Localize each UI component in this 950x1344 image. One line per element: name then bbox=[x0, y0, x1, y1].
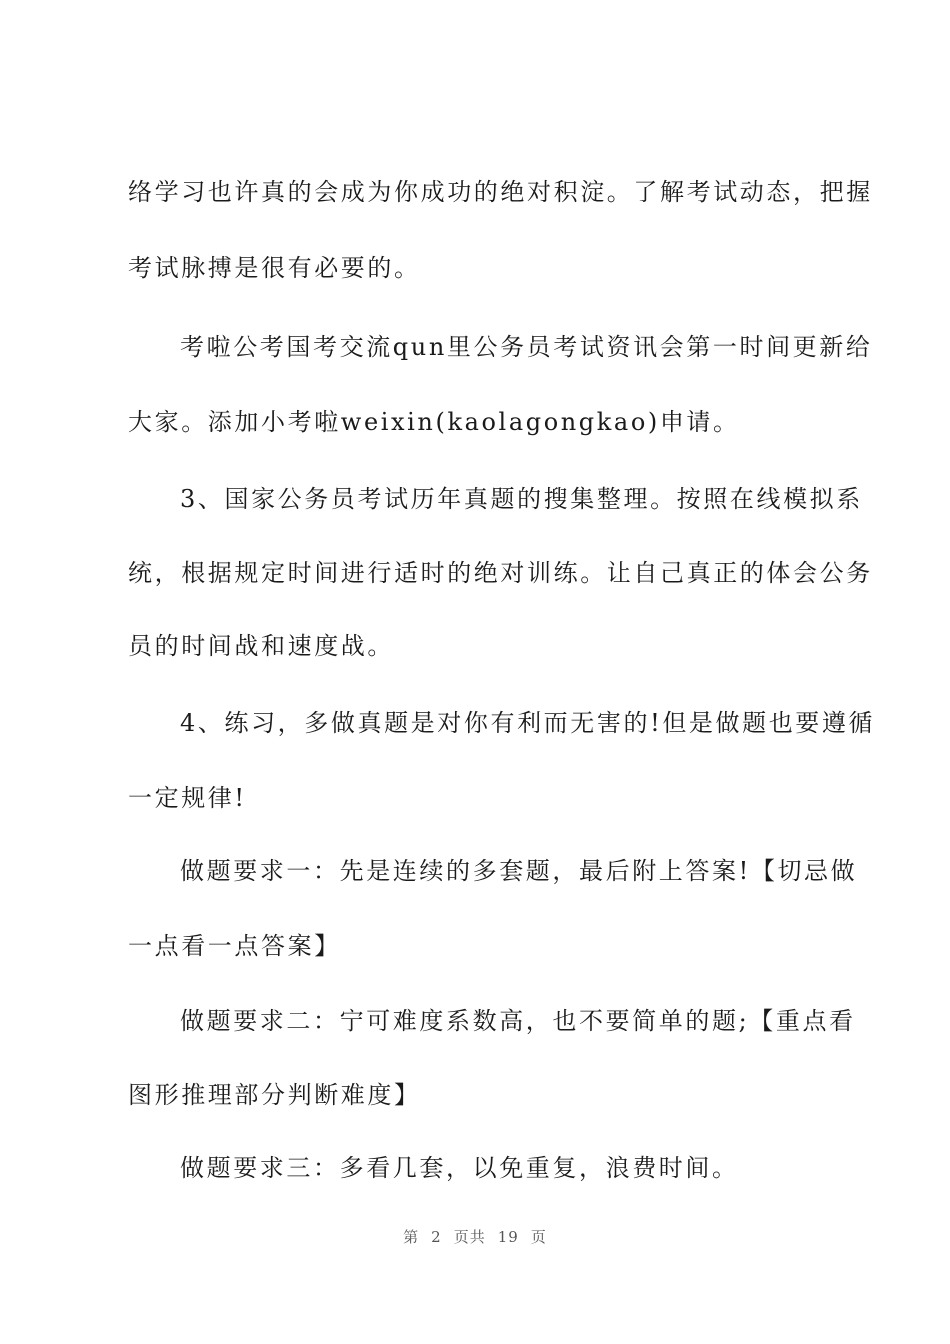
footer-total-pages: 19 bbox=[497, 1228, 519, 1246]
paragraph-line: 统，根据规定时间进行适时的绝对训练。让自己真正的体会公务 bbox=[128, 559, 873, 587]
footer-middle: 页共 bbox=[453, 1228, 486, 1246]
paragraph-line: 做题要求二：宁可难度系数高，也不要简单的题;【重点看 bbox=[180, 1007, 856, 1035]
page-footer bbox=[0, 1226, 950, 1247]
paragraph-line: 络学习也许真的会成为你成功的绝对积淀。了解考试动态，把握 bbox=[128, 178, 873, 206]
paragraph-line: 3、国家公务员考试历年真题的搜集整理。按照在线模拟系 bbox=[180, 485, 863, 513]
paragraph-line: 考啦公考国考交流qun里公务员考试资讯会第一时间更新给 bbox=[180, 333, 873, 361]
footer-page-number: 2 bbox=[431, 1228, 442, 1246]
footer-prefix: 第 bbox=[403, 1228, 420, 1246]
paragraph-line: 员的时间战和速度战。 bbox=[128, 632, 394, 660]
paragraph-line: 考试脉搏是很有必要的。 bbox=[128, 254, 421, 282]
paragraph-line: 做题要求一：先是连续的多套题，最后附上答案!【切忌做 bbox=[180, 857, 858, 885]
paragraph-line: 一点看一点答案】 bbox=[128, 932, 341, 960]
paragraph-line: 做题要求三：多看几套，以免重复，浪费时间。 bbox=[180, 1154, 739, 1182]
paragraph-line: 大家。添加小考啦weixin(kaolagongkao)申请。 bbox=[128, 408, 740, 436]
paragraph-line: 一定规律! bbox=[128, 784, 247, 812]
paragraph-line: 4、练习，多做真题是对你有利而无害的!但是做题也要遵循 bbox=[180, 709, 876, 737]
paragraph-line: 图形推理部分判断难度】 bbox=[128, 1081, 421, 1109]
footer-suffix: 页 bbox=[530, 1228, 547, 1246]
